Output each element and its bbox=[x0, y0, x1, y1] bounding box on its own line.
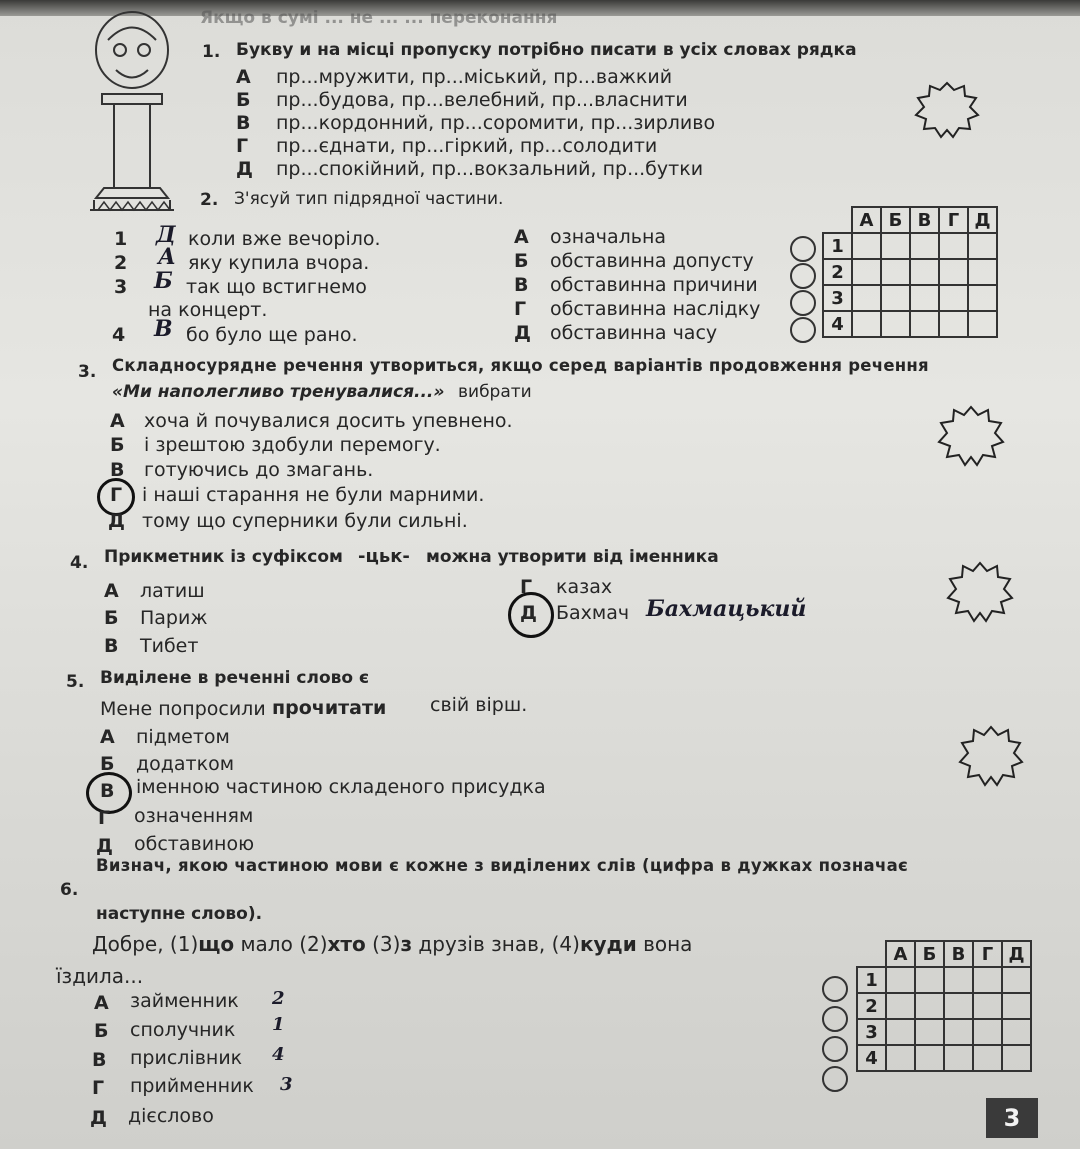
grid-cell[interactable] bbox=[973, 1019, 1002, 1045]
q2-right-text: обставинна допусту bbox=[550, 250, 754, 272]
starburst-icon bbox=[944, 560, 1016, 624]
q2-right-letter: А bbox=[514, 226, 529, 248]
q5-option-text: обставиною bbox=[134, 833, 255, 855]
grid-row-header: 3 bbox=[823, 285, 852, 311]
q6-answer-bubble[interactable] bbox=[822, 1006, 848, 1032]
grid-cell[interactable] bbox=[915, 993, 944, 1019]
grid-cell[interactable] bbox=[910, 233, 939, 259]
q4-option-text: Бахмач bbox=[556, 602, 630, 624]
q2-right-letter: Б bbox=[514, 250, 529, 272]
grid-cell[interactable] bbox=[910, 259, 939, 285]
q4-option-letter: А bbox=[104, 580, 119, 602]
q6-option-letter: А bbox=[94, 992, 109, 1014]
q3-option-letter: Г bbox=[110, 484, 123, 506]
grid-cell[interactable] bbox=[881, 311, 910, 337]
q5-sentence-bold: прочитати bbox=[272, 697, 387, 719]
grid-cell[interactable] bbox=[968, 233, 997, 259]
grid-cell[interactable] bbox=[944, 1045, 973, 1071]
q6-option-text: прислівник bbox=[130, 1047, 243, 1069]
q3-option-letter: Д bbox=[108, 510, 125, 532]
q6-sentence-part: мало (2) bbox=[234, 932, 328, 956]
grid-cell[interactable] bbox=[886, 1045, 915, 1071]
q4-option-text: Тибет bbox=[140, 635, 199, 657]
q6-option-letter: Г bbox=[92, 1077, 105, 1099]
q2-handwritten-answer: В bbox=[154, 316, 173, 342]
grid-cell[interactable] bbox=[939, 259, 968, 285]
q3-question-quote: «Ми наполегливо тренувалися...» bbox=[112, 382, 445, 402]
q2-answer-bubble[interactable] bbox=[790, 317, 816, 343]
grid-row-header: 3 bbox=[857, 1019, 886, 1045]
q2-left-num: 3 bbox=[114, 276, 128, 298]
q1-option-letter: В bbox=[236, 112, 251, 134]
grid-cell[interactable] bbox=[910, 311, 939, 337]
grid-corner bbox=[823, 207, 852, 233]
q4-option-text: Париж bbox=[140, 607, 208, 629]
q2-answer-bubble[interactable] bbox=[790, 290, 816, 316]
grid-col-header: Д bbox=[1002, 941, 1031, 967]
grid-row-header: 1 bbox=[823, 233, 852, 259]
q3-question-tail: вибрати bbox=[458, 382, 532, 402]
q6-handwritten-note: 2 bbox=[272, 988, 285, 1009]
grid-col-header: Г bbox=[939, 207, 968, 233]
grid-cell[interactable] bbox=[886, 1019, 915, 1045]
q5-option-text: означенням bbox=[134, 805, 254, 827]
grid-col-header: Д bbox=[968, 207, 997, 233]
grid-cell[interactable] bbox=[915, 1045, 944, 1071]
q2-right-letter: В bbox=[514, 274, 529, 296]
q2-right-letter: Д bbox=[514, 322, 531, 344]
q4-option-letter: Г bbox=[520, 576, 533, 598]
q1-option-text: пр...кордонний, пр...соромити, пр...зирливо bbox=[276, 112, 716, 134]
q4-option-letter: В bbox=[104, 635, 119, 657]
grid-cell[interactable] bbox=[852, 285, 881, 311]
q3-option-letter: В bbox=[110, 459, 125, 481]
q6-question-line2: наступне слово). bbox=[96, 904, 263, 924]
q5-question: Виділене в реченні слово є bbox=[100, 668, 370, 688]
q2-left-text: коли вже вечоріло. bbox=[188, 228, 381, 250]
grid-cell[interactable] bbox=[1002, 993, 1031, 1019]
q6-sentence-part: (3) bbox=[365, 932, 401, 956]
grid-cell[interactable] bbox=[968, 259, 997, 285]
q5-number: 5. bbox=[66, 672, 85, 692]
q2-handwritten-answer: А bbox=[158, 244, 176, 270]
q2-answer-grid bbox=[822, 206, 998, 338]
grid-cell[interactable] bbox=[886, 967, 915, 993]
q2-handwritten-answer: Б bbox=[154, 268, 173, 294]
grid-cell[interactable] bbox=[973, 993, 1002, 1019]
q1-option-letter: Д bbox=[236, 158, 253, 180]
q1-question: Букву и на місці пропуску потрібно писати в усіх словах рядка bbox=[236, 40, 857, 60]
q2-handwritten-answer: Д bbox=[156, 222, 176, 248]
q2-right-letter: Г bbox=[514, 298, 527, 320]
q6-answer-grid bbox=[856, 940, 1032, 1072]
q2-left-num: 2 bbox=[114, 252, 128, 274]
q2-left-text: так що встигнемо bbox=[186, 276, 367, 298]
grid-row-header: 4 bbox=[823, 311, 852, 337]
grid-cell[interactable] bbox=[852, 233, 881, 259]
q6-sentence-word: куди bbox=[579, 932, 637, 956]
grid-cell[interactable] bbox=[881, 259, 910, 285]
grid-cell[interactable] bbox=[881, 285, 910, 311]
q4-handwritten-answer: Бахмацький bbox=[646, 596, 807, 622]
q6-sentence-part: Добре, (1) bbox=[92, 932, 199, 956]
q6-option-letter: Б bbox=[94, 1020, 109, 1042]
q2-left-text: яку купила вчора. bbox=[188, 252, 370, 274]
q2-left-text: бо було ще рано. bbox=[186, 324, 358, 346]
q2-answer-bubble[interactable] bbox=[790, 236, 816, 262]
q3-option-text: тому що суперники були сильні. bbox=[142, 510, 468, 532]
q4-option-text: латиш bbox=[140, 580, 205, 602]
grid-cell[interactable] bbox=[852, 311, 881, 337]
q6-sentence-part: вона bbox=[636, 932, 693, 956]
grid-cell[interactable] bbox=[968, 285, 997, 311]
q4-option-letter: Б bbox=[104, 607, 119, 629]
q5-option-letter: В bbox=[100, 780, 115, 802]
q5-sentence-after: свій вірш. bbox=[430, 694, 528, 716]
grid-cell[interactable] bbox=[944, 1019, 973, 1045]
grid-row-header: 2 bbox=[857, 993, 886, 1019]
q6-answer-bubble[interactable] bbox=[822, 976, 848, 1002]
q4-question-before: Прикметник із суфіксом bbox=[104, 547, 343, 567]
grid-cell[interactable] bbox=[973, 1045, 1002, 1071]
grid-cell[interactable] bbox=[1002, 1019, 1031, 1045]
q4-option-text: казах bbox=[556, 576, 613, 598]
q5-option-letter: Д bbox=[96, 835, 113, 857]
q4-suffix: -цьк- bbox=[358, 546, 410, 567]
q1-option-text: пр...єднати, пр...гіркий, пр...солодити bbox=[276, 135, 658, 157]
grid-cell[interactable] bbox=[915, 967, 944, 993]
grid-col-header: В bbox=[910, 207, 939, 233]
grid-cell[interactable] bbox=[944, 967, 973, 993]
q3-option-text: готуючись до змагань. bbox=[144, 459, 374, 481]
q6-option-text: сполучник bbox=[130, 1019, 236, 1041]
grid-cell[interactable] bbox=[1002, 1045, 1031, 1071]
q6-answer-bubble[interactable] bbox=[822, 1036, 848, 1062]
q2-right-text: означальна bbox=[550, 226, 667, 248]
q3-option-text: і зрештою здобули перемогу. bbox=[144, 434, 441, 456]
q2-right-text: обставинна наслідку bbox=[550, 298, 761, 320]
grid-col-header: Б bbox=[915, 941, 944, 967]
starburst-icon bbox=[936, 404, 1006, 468]
q4-number: 4. bbox=[70, 553, 89, 573]
grid-row-header: 2 bbox=[823, 259, 852, 285]
grid-cell[interactable] bbox=[939, 311, 968, 337]
grid-col-header: А bbox=[886, 941, 915, 967]
q6-option-letter: В bbox=[92, 1049, 107, 1071]
q2-left-num: 4 bbox=[112, 324, 126, 346]
q1-option-text: пр...будова, пр...велебний, пр...власнити bbox=[276, 89, 688, 111]
q6-sentence-line2: їздила... bbox=[56, 964, 144, 988]
q6-option-text: дієслово bbox=[128, 1105, 214, 1127]
header-partial-text: Якщо в сумі ... не ... ... переконання bbox=[200, 8, 558, 28]
q2-answer-bubble[interactable] bbox=[790, 263, 816, 289]
q6-answer-bubble[interactable] bbox=[822, 1066, 848, 1092]
grid-cell[interactable] bbox=[881, 233, 910, 259]
q2-left-num: 1 bbox=[114, 228, 128, 250]
q3-option-letter: А bbox=[110, 410, 125, 432]
q3-option-letter: Б bbox=[110, 434, 125, 456]
q5-option-text: додатком bbox=[136, 753, 235, 775]
q4-question-after: можна утворити від іменника bbox=[426, 547, 719, 567]
q5-option-text: іменною частиною складеного присудка bbox=[136, 776, 546, 798]
q4-selected-answer-circle bbox=[508, 592, 554, 638]
starburst-icon bbox=[912, 80, 982, 140]
q1-option-text: пр...мружити, пр...міський, пр...важкий bbox=[276, 66, 673, 88]
grid-cell[interactable] bbox=[939, 233, 968, 259]
grid-col-header: В bbox=[944, 941, 973, 967]
grid-corner bbox=[857, 941, 886, 967]
q3-option-text: хоча й почувалися досить упевнено. bbox=[144, 410, 513, 432]
q6-option-text: прийменник bbox=[130, 1075, 254, 1097]
q6-handwritten-note: 1 bbox=[272, 1014, 285, 1035]
q1-option-letter: Г bbox=[236, 135, 249, 157]
q6-question-line1: Визнач, якою частиною мови є кожне з виділених слів (цифра в дужках позначає bbox=[96, 856, 909, 875]
owl-column-illustration bbox=[86, 10, 178, 215]
q3-option-text: і наші старання не були марними. bbox=[142, 484, 485, 506]
grid-cell[interactable] bbox=[910, 285, 939, 311]
q2-number: 2. bbox=[200, 190, 219, 210]
q6-sentence-word: хто bbox=[327, 932, 366, 956]
q5-option-letter: А bbox=[100, 726, 115, 748]
q1-option-letter: А bbox=[236, 66, 251, 88]
q1-option-letter: Б bbox=[236, 89, 251, 111]
q6-sentence-word: що bbox=[198, 932, 235, 956]
q6-option-letter: Д bbox=[90, 1107, 107, 1129]
q2-left-text: на концерт. bbox=[148, 299, 268, 321]
q3-question-line1: Складносурядне речення утвориться, якщо серед варіантів продовження речення bbox=[112, 356, 929, 375]
q6-handwritten-note: 4 bbox=[272, 1044, 285, 1065]
q3-number: 3. bbox=[78, 362, 97, 382]
grid-col-header: Г bbox=[973, 941, 1002, 967]
q1-number: 1. bbox=[202, 42, 221, 62]
q5-option-letter: Б bbox=[100, 753, 115, 775]
grid-cell[interactable] bbox=[939, 285, 968, 311]
q1-option-text: пр...спокійний, пр...вокзальний, пр...бутки bbox=[276, 158, 704, 180]
q5-option-text: підметом bbox=[136, 726, 230, 748]
grid-row-header: 4 bbox=[857, 1045, 886, 1071]
grid-cell[interactable] bbox=[968, 311, 997, 337]
grid-cell[interactable] bbox=[944, 993, 973, 1019]
grid-col-header: А bbox=[852, 207, 881, 233]
q4-option-letter: Д bbox=[520, 602, 537, 624]
q5-sentence-before: Мене попросили bbox=[100, 698, 266, 720]
grid-row-header: 1 bbox=[857, 967, 886, 993]
grid-cell[interactable] bbox=[886, 993, 915, 1019]
q6-sentence-part: друзів знав, (4) bbox=[412, 932, 580, 956]
grid-cell[interactable] bbox=[915, 1019, 944, 1045]
grid-cell[interactable] bbox=[1002, 967, 1031, 993]
page-number: 3 bbox=[986, 1098, 1038, 1138]
grid-cell[interactable] bbox=[852, 259, 881, 285]
q6-sentence bbox=[92, 932, 692, 956]
q2-question: З'ясуй тип підрядної частини. bbox=[234, 189, 504, 209]
q5-option-letter: Г bbox=[98, 807, 111, 829]
grid-cell[interactable] bbox=[973, 967, 1002, 993]
q2-right-text: обставинна часу bbox=[550, 322, 718, 344]
q6-sentence-word: з bbox=[400, 932, 413, 956]
q6-option-text: займенник bbox=[130, 990, 239, 1012]
starburst-icon bbox=[958, 724, 1024, 788]
q6-handwritten-note: 3 bbox=[280, 1074, 293, 1095]
q6-number: 6. bbox=[60, 880, 79, 900]
q2-right-text: обставинна причини bbox=[550, 274, 758, 296]
grid-col-header: Б bbox=[881, 207, 910, 233]
